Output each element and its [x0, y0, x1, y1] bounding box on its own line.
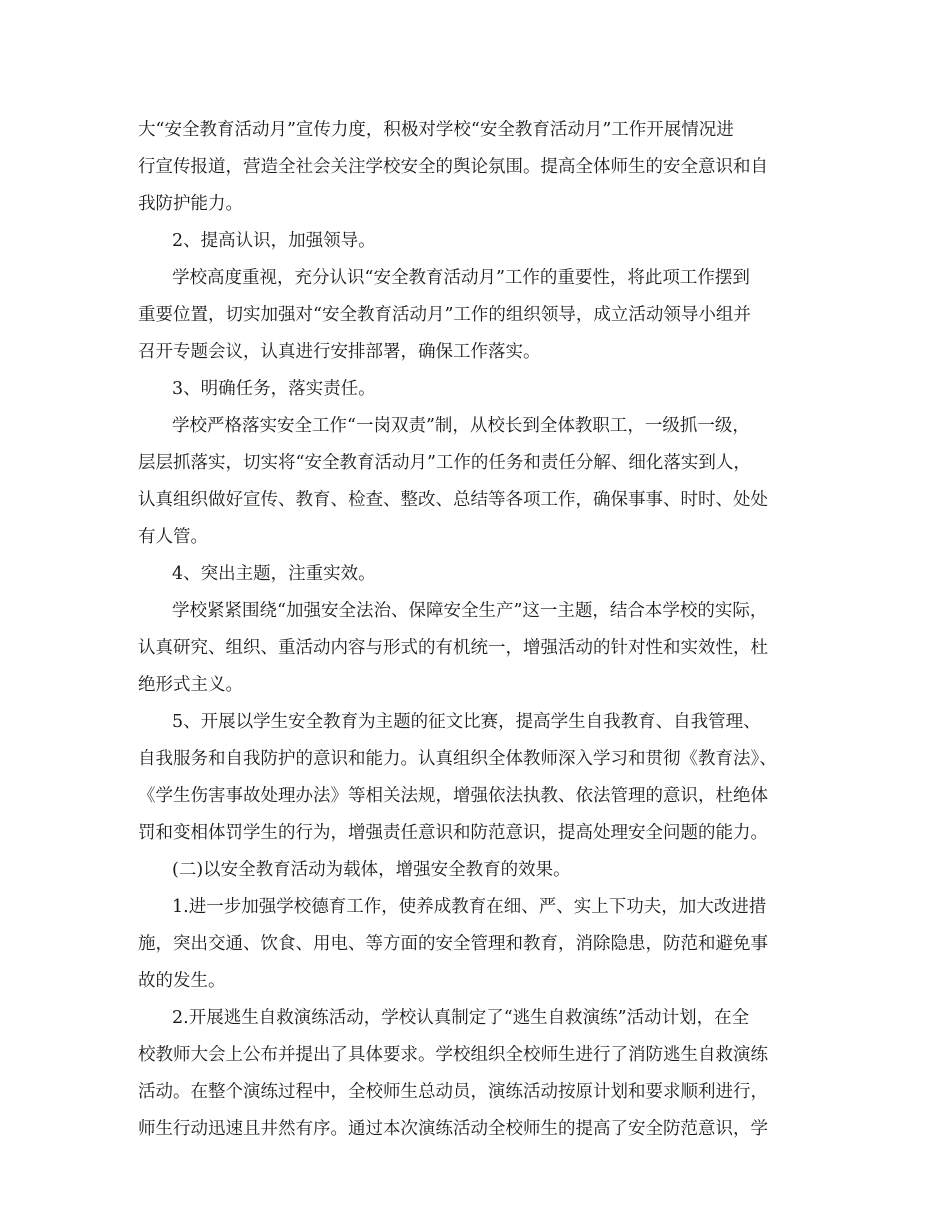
- text-line: 2.开展逃生自救演练活动，学校认真制定了“逃生自救演练”活动计划，在全: [172, 1008, 750, 1028]
- text-line: 行宣传报道，营造全社会关注学校安全的舆论氛围。提高全体师生的安全意识和自: [138, 157, 768, 177]
- text-line: 学校高度重视，充分认识“安全教育活动月”工作的重要性，将此项工作摆到: [172, 268, 750, 288]
- section-heading: (二)以安全教育活动为载体，增强安全教育的效果。: [172, 860, 571, 880]
- text-line: 《学生伤害事故处理办法》等相关法规，增强依法执教、依法管理的意识，杜绝体: [138, 786, 768, 806]
- section-heading: 2、提高认识，加强领导。: [172, 231, 376, 251]
- text-line: 1.进一步加强学校德育工作，使养成教育在细、严、实上下功夫，加大改进措: [172, 897, 767, 917]
- text-line: 施，突出交通、饮食、用电、等方面的安全管理和教育，消除隐患，防范和避免事: [138, 934, 768, 954]
- text-line: 自我服务和自我防护的意识和能力。认真组织全体教师深入学习和贯彻《教育法》、: [138, 749, 777, 769]
- text-line: 层层抓落实，切实将“安全教育活动月”工作的任务和责任分解、细化落实到人，: [138, 453, 751, 473]
- text-line: 罚和变相体罚学生的行为，增强责任意识和防范意识，提高处理安全问题的能力。: [138, 823, 768, 843]
- text-line: 认真研究、组织、重活动内容与形式的有机统一，增强活动的针对性和实效性，杜: [138, 638, 768, 658]
- text-line: 师生行动迅速且井然有序。通过本次演练活动全校师生的提高了安全防范意识，学: [138, 1119, 768, 1139]
- section-heading: 4、突出主题，注重实效。: [172, 564, 376, 584]
- text-line: 故的发生。: [138, 971, 226, 991]
- text-line: 大“安全教育活动月”宣传力度，积极对学校“安全教育活动月”工作开展情况进: [138, 120, 734, 140]
- text-line: 认真组织做好宣传、教育、检查、整改、总结等各项工作，确保事事、时时、处处: [138, 490, 768, 510]
- section-heading: 3、明确任务，落实责任。: [172, 379, 376, 399]
- text-line: 我防护能力。: [138, 194, 243, 214]
- text-line: 5、开展以学生安全教育为主题的征文比赛，提高学生自我教育、自我管理、: [172, 712, 761, 732]
- text-line: 活动。在整个演练过程中，全校师生总动员，演练活动按原计划和要求顺利进行，: [138, 1082, 768, 1102]
- text-line: 学校紧紧围绕“加强安全法治、保障安全生产”这一主题，结合本学校的实际，: [172, 601, 768, 621]
- text-line: 召开专题会议，认真进行安排部署，确保工作落实。: [138, 342, 541, 362]
- text-line: 重要位置，切实加强对“安全教育活动月”工作的组织领导，成立活动领导小组并: [138, 305, 751, 325]
- text-line: 绝形式主义。: [138, 675, 243, 695]
- text-line: 有人管。: [138, 527, 208, 547]
- text-line: 学校严格落实安全工作“一岗双责”制，从校长到全体教职工，一级抓一级，: [172, 416, 750, 436]
- text-line: 校教师大会上公布并提出了具体要求。学校组织全校师生进行了消防逃生自救演练: [138, 1045, 768, 1065]
